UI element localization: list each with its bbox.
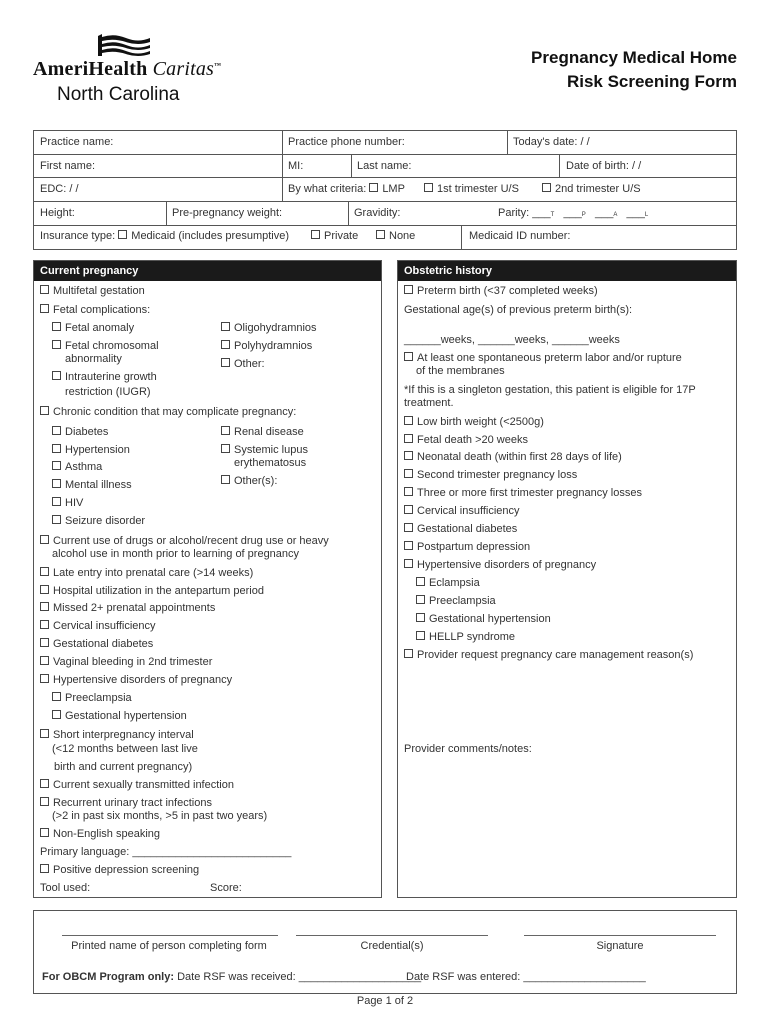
current-pregnancy-heading: Current pregnancy <box>34 261 381 281</box>
hiv-label: HIV <box>65 497 84 509</box>
cervical-label: Cervical insufficiency <box>53 620 156 632</box>
logo-flag-icon <box>92 34 152 56</box>
obcm-received-field[interactable] <box>42 970 421 984</box>
hellp-label: HELLP syndrome <box>429 631 516 643</box>
fetal-chromosomal-checkbox[interactable] <box>52 339 159 353</box>
non-english-label: Non-English speaking <box>53 828 161 840</box>
asthma-label: Asthma <box>65 461 103 473</box>
fetal-chrom-label-1: Fetal chromosomal <box>65 340 159 352</box>
score-field[interactable]: Score: <box>210 882 242 894</box>
fetal-death-checkbox[interactable] <box>404 433 528 447</box>
edc-field[interactable]: EDC: / / <box>40 183 79 195</box>
ob-gest-diab-label: Gestational diabetes <box>417 523 518 535</box>
mental-illness-checkbox[interactable] <box>52 478 132 492</box>
preterm-label: Preterm birth (<37 completed weeks) <box>417 285 598 297</box>
seizure-checkbox[interactable] <box>52 514 145 528</box>
criteria-label: By what criteria: <box>288 183 367 195</box>
prepreg-weight-field[interactable]: Pre-pregnancy weight: <box>172 207 283 219</box>
brand-logo <box>33 58 221 81</box>
drug-alcohol-checkbox[interactable] <box>40 534 329 548</box>
received-label: Date RSF was received: ____________________ <box>177 971 422 983</box>
fetal-chrom-label-2: abnormality <box>65 353 122 365</box>
spont-label-1: At least one spontaneous preterm labor and/or rupture <box>417 352 682 364</box>
practice-phone-field[interactable]: Practice phone number: <box>288 136 405 148</box>
printed-name-field[interactable]: Printed name of person completing form <box>71 940 267 952</box>
spontaneous-preterm-checkbox[interactable] <box>404 351 682 365</box>
chronic-label: Chronic condition that may complicate pregnancy: <box>53 406 297 418</box>
missed-appointments-checkbox[interactable] <box>40 601 215 615</box>
brand-script: Caritas <box>152 58 215 80</box>
first-tri-us-checkbox[interactable] <box>424 183 519 195</box>
oligo-label: Oligohydramnios <box>234 322 317 334</box>
multifetal-label: Multifetal gestation <box>53 285 145 297</box>
seizure-label: Seizure disorder <box>65 515 146 527</box>
hospital-checkbox[interactable] <box>40 584 264 598</box>
criteria-group <box>288 183 405 195</box>
neonatal-label: Neonatal death (within first 28 days of life) <box>417 451 622 463</box>
todays-date-field[interactable]: Today's date: / / <box>513 136 590 148</box>
fetal-other-label: Other: <box>234 358 265 370</box>
ob-hypertensive-checkbox[interactable] <box>404 558 596 572</box>
parity-a-line: ___ <box>594 207 614 219</box>
last-name-field[interactable]: Last name: <box>357 160 412 172</box>
obcm-entered-field[interactable]: Date RSF was entered: ____________________ <box>406 971 646 983</box>
parity-label: Parity: ___ <box>498 207 551 219</box>
obcm-label: For OBCM Program only: <box>42 971 175 983</box>
low-bw-label: Low birth weight (<2500g) <box>417 416 544 428</box>
brand-tm: ™ <box>214 61 222 70</box>
height-field[interactable]: Height: <box>40 207 75 219</box>
ob-gest-diabetes-checkbox[interactable] <box>404 522 517 536</box>
drugs-label-2: alcohol use in month prior to learning of pregnancy <box>52 548 300 560</box>
uti-label-1: Recurrent urinary tract infections <box>53 797 212 809</box>
parity-l-line: ___ <box>626 207 645 219</box>
diabetes-checkbox[interactable] <box>52 425 108 439</box>
fetal-complications-checkbox[interactable] <box>40 303 150 317</box>
neonatal-death-checkbox[interactable] <box>404 450 622 464</box>
postpartum-label: Postpartum depression <box>417 541 531 553</box>
practice-name-field[interactable]: Practice name: <box>40 136 114 148</box>
hellp-checkbox[interactable] <box>416 630 515 644</box>
renal-label: Renal disease <box>234 426 304 438</box>
first-name-field[interactable]: First name: <box>40 160 96 172</box>
parity-l: L <box>644 212 649 218</box>
provider-request-checkbox[interactable] <box>404 648 693 662</box>
postpartum-depression-checkbox[interactable] <box>404 540 530 554</box>
renal-checkbox[interactable] <box>221 425 304 439</box>
none-label: None <box>389 230 416 242</box>
signature-field[interactable]: Signature <box>596 940 644 952</box>
mi-field[interactable]: MI: <box>288 160 304 172</box>
hypertension-checkbox[interactable] <box>52 443 130 457</box>
ob-hyper-label: Hypertensive disorders of pregnancy <box>417 559 597 571</box>
medicaid-checkbox[interactable] <box>118 230 289 242</box>
lupus-label-1: Systemic lupus <box>234 444 308 456</box>
chronic-other-label: Other(s): <box>234 475 278 487</box>
signature-box <box>33 910 737 994</box>
parity-t: T <box>550 212 555 218</box>
second-tri-label: Second trimester pregnancy loss <box>417 469 578 481</box>
sti-checkbox[interactable] <box>40 778 234 792</box>
late-entry-label: Late entry into prenatal care (>14 weeks) <box>53 567 254 579</box>
depression-label: Positive depression screening <box>53 864 200 876</box>
medicaid-id-field[interactable]: Medicaid ID number: <box>469 230 571 242</box>
private-label: Private <box>324 230 359 242</box>
insurance-type-label: Insurance type: <box>40 230 116 242</box>
provider-req-label: Provider request pregnancy care management reason(s) <box>417 649 694 661</box>
non-english-checkbox[interactable] <box>40 827 160 841</box>
gest-hypertension-checkbox[interactable] <box>52 709 187 723</box>
poly-label: Polyhydramnios <box>234 340 313 352</box>
ob-gest-hyper-label: Gestational hypertension <box>429 613 551 625</box>
weeks-fields[interactable]: ______weeks, ______weeks, ______weeks <box>404 334 620 346</box>
fetal-other-checkbox[interactable] <box>221 357 265 371</box>
ob-cervical-checkbox[interactable] <box>404 504 520 518</box>
ob-preeclampsia-checkbox[interactable] <box>416 594 496 608</box>
fetal-death-label: Fetal death >20 weeks <box>417 434 528 446</box>
chronic-condition-checkbox[interactable] <box>40 405 296 419</box>
lupus-checkbox[interactable] <box>221 443 308 457</box>
17p-note-1: *If this is a singleton gestation, this patient is eligible for 17P <box>404 384 696 396</box>
iugr-label-2: restriction (IUGR) <box>65 386 151 398</box>
chronic-other-checkbox[interactable] <box>221 474 277 488</box>
fetal-anomaly-checkbox[interactable] <box>52 321 134 335</box>
second-trimester-loss-checkbox[interactable] <box>404 468 577 482</box>
first-tri-label: 1st trimester U/S <box>437 183 519 195</box>
hyper-dis-label: Hypertensive disorders of pregnancy <box>53 674 233 686</box>
ob-cervical-label: Cervical insufficiency <box>417 505 520 517</box>
hypertensive-disorders-checkbox[interactable] <box>40 673 232 687</box>
gestational-diabetes-checkbox[interactable] <box>40 637 153 651</box>
vaginal-label: Vaginal bleeding in 2nd trimester <box>53 656 213 668</box>
fetal-comp-label: Fetal complications: <box>53 304 151 316</box>
hospital-label: Hospital utilization in the antepartum period <box>53 585 264 597</box>
obstetric-history-heading: Obstetric history <box>398 261 736 281</box>
drugs-label-1: Current use of drugs or alcohol/recent drug use or heavy <box>53 535 329 547</box>
missed-label: Missed 2+ prenatal appointments <box>53 602 216 614</box>
low-birth-weight-checkbox[interactable] <box>404 415 544 429</box>
patient-info-table <box>33 130 737 250</box>
page-title <box>531 46 737 94</box>
diabetes-label: Diabetes <box>65 426 109 438</box>
preeclampsia-label: Preeclampsia <box>65 692 132 704</box>
lupus-label-2: erythematosus <box>234 457 307 469</box>
mental-label: Mental illness <box>65 479 132 491</box>
ob-gest-hyper-checkbox[interactable] <box>416 612 551 626</box>
obstetric-history-section <box>397 260 737 898</box>
ob-preeclampsia-label: Preeclampsia <box>429 595 496 607</box>
fetal-anomaly-label: Fetal anomaly <box>65 322 135 334</box>
preeclampsia-checkbox[interactable] <box>52 691 132 705</box>
eclampsia-label: Eclampsia <box>429 577 480 589</box>
gest-hyper-label: Gestational hypertension <box>65 710 187 722</box>
current-pregnancy-section <box>33 260 382 898</box>
oligohydramnios-checkbox[interactable] <box>221 321 317 335</box>
provider-comments-field[interactable]: Provider comments/notes: <box>404 743 532 755</box>
title-line-2: Risk Screening Form <box>566 72 737 91</box>
parity-a: A <box>613 212 618 218</box>
spont-label-2: of the membranes <box>416 365 505 377</box>
title-line-1: Pregnancy Medical Home <box>531 48 737 67</box>
second-tri-us-checkbox[interactable] <box>542 183 641 195</box>
three-first-tri-losses-checkbox[interactable] <box>404 486 642 500</box>
eclampsia-checkbox[interactable] <box>416 576 480 590</box>
medicaid-label: Medicaid (includes presumptive) <box>131 230 290 242</box>
primary-language-field[interactable]: Primary language: __________________________ <box>40 846 292 858</box>
short-label-3: birth and current pregnancy) <box>54 761 193 773</box>
gravidity-field[interactable]: Gravidity: <box>354 207 401 219</box>
lmp-checkbox[interactable] <box>369 183 405 195</box>
parity-field[interactable] <box>498 207 648 219</box>
three-first-label: Three or more first trimester pregnancy losses <box>417 487 642 499</box>
parity-p-line: ___ <box>563 207 582 219</box>
uti-checkbox[interactable] <box>40 796 212 810</box>
vaginal-bleeding-checkbox[interactable] <box>40 655 212 669</box>
lmp-label: LMP <box>382 183 405 195</box>
preterm-birth-checkbox[interactable] <box>404 284 598 298</box>
polyhydramnios-checkbox[interactable] <box>221 339 312 353</box>
cervical-checkbox[interactable] <box>40 619 156 633</box>
uti-label-2: (>2 in past six months, >5 in past two years) <box>52 810 268 822</box>
credentials-field[interactable]: Credential(s) <box>360 940 424 952</box>
iugr-checkbox[interactable] <box>52 370 157 384</box>
short-label-1: Short interpregnancy interval <box>53 729 194 741</box>
depression-checkbox[interactable] <box>40 863 199 877</box>
none-checkbox[interactable] <box>376 230 415 242</box>
hiv-checkbox[interactable] <box>52 496 83 510</box>
brand-main: AmeriHealth <box>33 58 148 80</box>
page-number: Page 1 of 2 <box>356 995 414 1007</box>
gest-ages-label: Gestational age(s) of previous preterm birth(s): <box>404 304 633 316</box>
private-checkbox[interactable] <box>311 230 358 242</box>
gest-diab-label: Gestational diabetes <box>53 638 154 650</box>
second-tri-label: 2nd trimester U/S <box>555 183 641 195</box>
parity-p: P <box>581 212 586 218</box>
brand-subtitle: North Carolina <box>57 84 180 105</box>
iugr-label-1: Intrauterine growth <box>65 371 157 383</box>
17p-note-2: treatment. <box>404 397 454 409</box>
multifetal-checkbox[interactable] <box>40 284 145 298</box>
sti-label: Current sexually transmitted infection <box>53 779 234 791</box>
short-label-2: (<12 months between last live <box>52 743 198 755</box>
late-entry-checkbox[interactable] <box>40 566 253 580</box>
asthma-checkbox[interactable] <box>52 460 102 474</box>
tool-used-field[interactable]: Tool used: <box>40 882 91 894</box>
short-interval-checkbox[interactable] <box>40 728 194 742</box>
hypertension-label: Hypertension <box>65 444 130 456</box>
insurance-type-group <box>40 230 289 242</box>
dob-field[interactable]: Date of birth: / / <box>566 160 642 172</box>
